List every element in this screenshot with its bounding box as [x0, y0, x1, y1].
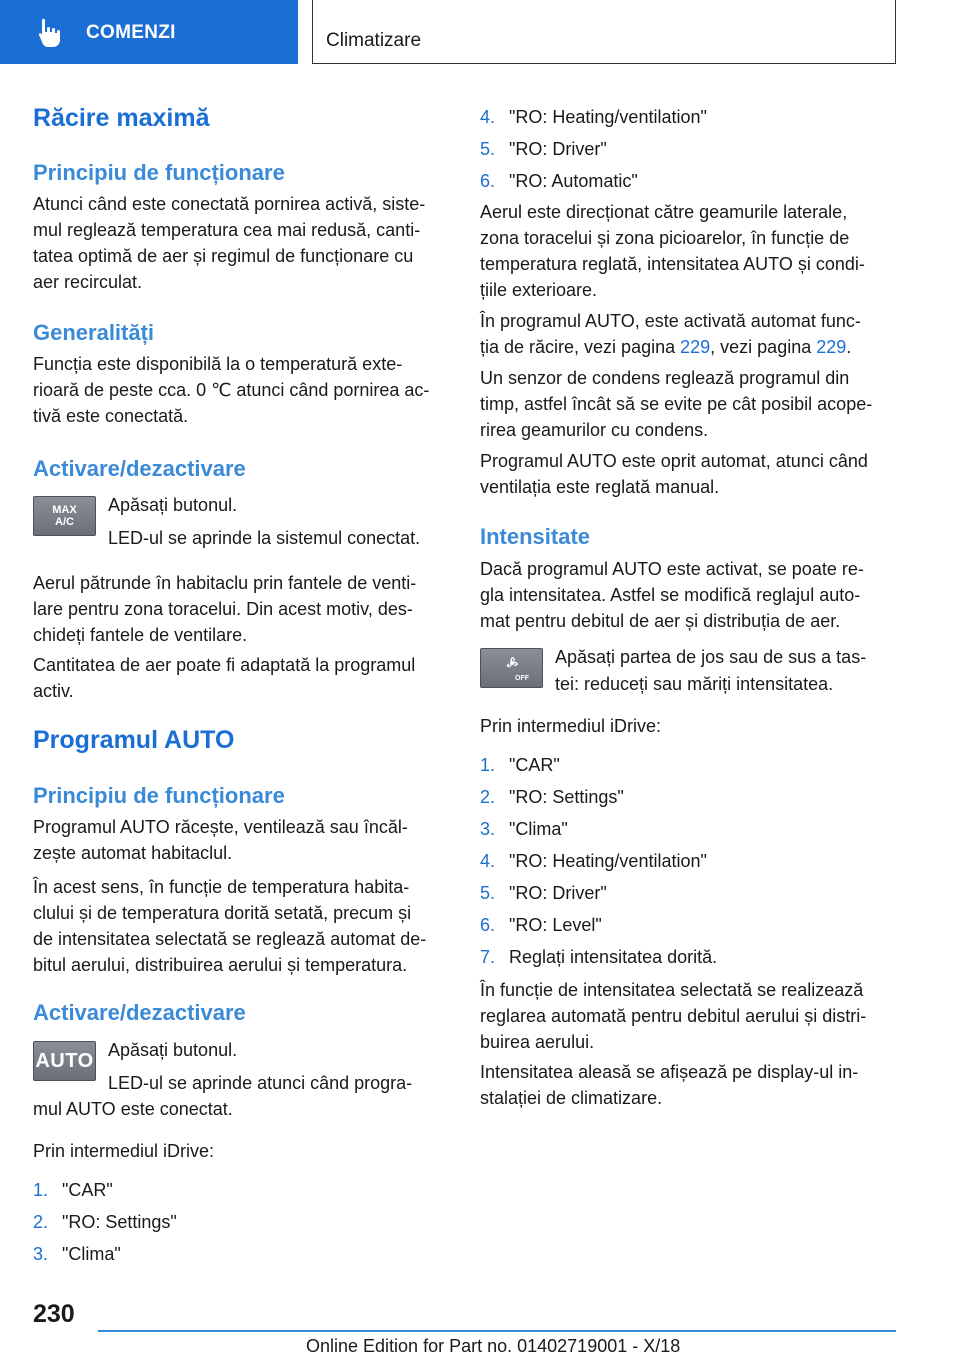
list-item	[33, 1209, 177, 1235]
text-line: Programul AUTO răcește, ventilează sau încăl‐	[33, 817, 408, 837]
paragraph-cantitatea	[33, 652, 449, 704]
footer-divider	[98, 1330, 896, 1332]
list-item	[480, 104, 707, 130]
list-number: 3.	[33, 1244, 49, 1264]
fan-icon	[492, 653, 532, 683]
list-number: 6.	[480, 915, 496, 935]
paragraph-aerul	[33, 570, 449, 648]
list-number: 4.	[480, 851, 496, 871]
paragraph-senzor	[480, 365, 896, 443]
text-line: Funcția este disponibilă la o temperatură exte‐	[33, 354, 403, 374]
page-link[interactable]: 229	[680, 337, 711, 357]
paragraph-oprit	[480, 448, 896, 500]
list-item	[480, 912, 602, 938]
text-line: activ.	[33, 681, 74, 701]
instruction-press: Apăsați butonul.	[108, 495, 238, 515]
list-item	[480, 168, 638, 194]
list-text: "Clima"	[62, 1244, 121, 1264]
text-line: Dacă programul AUTO este activat, se poate re‐	[480, 559, 864, 579]
text-line: rioară de peste cca. 0 ℃ atunci când pornirea ac‐	[33, 380, 430, 400]
list-item	[33, 1241, 121, 1267]
text-line: mat pentru debitul de aer și distribuția de aer.	[480, 611, 841, 631]
pointing-hand-icon	[38, 18, 66, 48]
list-text: "RO: Level"	[509, 915, 602, 935]
fan-intensity-button-icon	[480, 648, 543, 688]
list-number: 2.	[480, 787, 496, 807]
instruction-intensity-1: Apăsați partea de jos sau de sus a tas‐	[555, 647, 867, 667]
text-line: bitul aerului, distribuirea aerului și temperatura.	[33, 955, 408, 975]
instruction-led-auto-1: LED-ul se aprinde atunci când progra‐	[108, 1073, 413, 1093]
list-text: "RO: Heating/ventilation"	[509, 851, 707, 871]
text-line: aer recirculat.	[33, 272, 143, 292]
list-number: 2.	[33, 1212, 49, 1232]
text-line: Atunci când este conectată pornirea activă, siste‐	[33, 194, 426, 214]
paragraph-display	[480, 1059, 896, 1111]
list-number: 1.	[33, 1180, 49, 1200]
text-line: lare pentru zona toracelui. Din acest motiv, des‐	[33, 599, 413, 619]
list-text: Reglați intensitatea dorită.	[509, 947, 718, 967]
heading-activare-1: Activare/dezactivare	[33, 456, 246, 481]
list-text: "CAR"	[509, 755, 560, 775]
heading-programul-auto: Programul AUTO	[33, 726, 235, 754]
list-number: 1.	[480, 755, 496, 775]
page-title: Climatizare	[326, 30, 422, 51]
list-text: "RO: Driver"	[509, 139, 607, 159]
heading-racire-maxima: Răcire maximă	[33, 104, 210, 132]
text-line	[480, 334, 896, 360]
section-tab-label: COMENZI	[86, 22, 176, 43]
list-number: 5.	[480, 139, 496, 159]
text-fragment: .	[846, 337, 852, 357]
text-line: mul reglează temperatura cea mai redusă, canti‐	[33, 220, 421, 240]
text-line: ventilația este reglată manual.	[480, 477, 720, 497]
list-item	[480, 880, 607, 906]
list-number: 5.	[480, 883, 496, 903]
paragraph-generalitati	[33, 351, 449, 429]
text-line: zona toracelui și zona picioarelor, în funcție de	[480, 228, 850, 248]
text-line: clului și de temperatura dorită setată, precum și	[33, 903, 412, 923]
page-number: 230	[33, 1300, 75, 1328]
heading-principiu-1: Principiu de funcționare	[33, 160, 285, 185]
list-text: "Clima"	[509, 819, 568, 839]
instruction-press-auto: Apăsați butonul.	[108, 1040, 238, 1060]
list-text: "RO: Settings"	[509, 787, 624, 807]
list-text: "RO: Heating/ventilation"	[509, 107, 707, 127]
list-number: 4.	[480, 107, 496, 127]
list-item	[480, 944, 717, 970]
instruction-led: LED-ul se aprinde la sistemul conectat.	[108, 528, 421, 548]
paragraph-directionat	[480, 199, 896, 303]
text-line: zește automat habitaclul.	[33, 843, 233, 863]
paragraph-racire	[33, 191, 449, 295]
heading-activare-2: Activare/dezactivare	[33, 1000, 246, 1025]
list-item	[480, 816, 568, 842]
text-line: reglarea automată pentru debitul aerului și distri‐	[480, 1006, 867, 1026]
text-line: țiile exterioare.	[480, 280, 598, 300]
section-tab	[0, 0, 298, 64]
text-line: chideți fantele de ventilare.	[33, 625, 248, 645]
text-line: tivă este conectată.	[33, 406, 189, 426]
text-line: În funcție de intensitatea selectată se realizează	[480, 980, 864, 1000]
heading-intensitate: Intensitate	[480, 524, 591, 549]
list-number: 3.	[480, 819, 496, 839]
list-item	[480, 784, 624, 810]
text-line: gla intensitatea. Astfel se modifică reglajul auto‐	[480, 585, 861, 605]
list-item	[33, 1177, 113, 1203]
text-line: Un senzor de condens reglează programul din	[480, 368, 850, 388]
text-line: buirea aerului.	[480, 1032, 595, 1052]
list-text: "RO: Settings"	[62, 1212, 177, 1232]
max-ac-line-1: MAX	[52, 504, 77, 516]
list-item	[480, 136, 607, 162]
heading-principiu-2: Principiu de funcționare	[33, 783, 285, 808]
auto-button-icon: AUTO	[33, 1041, 96, 1081]
text-line: Aerul este direcționat către geamurile laterale,	[480, 202, 848, 222]
text-line: de intensitatea selectată se reglează automat de‐	[33, 929, 427, 949]
text-line: Programul AUTO este oprit automat, atunci când	[480, 451, 868, 471]
paragraph-auto-detail	[33, 874, 449, 978]
list-text: "RO: Driver"	[509, 883, 607, 903]
paragraph-auto-intro	[33, 814, 449, 866]
text-line: Aerul pătrunde în habitaclu prin fantele de venti‐	[33, 573, 417, 593]
off-label: OFF	[514, 675, 529, 682]
paragraph-intensitate	[480, 556, 896, 634]
text-line: timp, astfel încât să se evite pe cât posibil acope‐	[480, 394, 873, 414]
paragraph-reglare-automata	[480, 977, 896, 1055]
page-link[interactable]: 229	[816, 337, 847, 357]
list-text: "RO: Automatic"	[509, 171, 638, 191]
max-ac-button-icon	[33, 496, 96, 536]
idrive-label: Prin intermediul iDrive:	[480, 716, 662, 736]
edition-text: Online Edition for Part no. 01402719001 - X/18	[306, 1336, 681, 1356]
heading-generalitati: Generalități	[33, 320, 155, 345]
text-line: În programul AUTO, este activată automat func‐	[480, 311, 861, 331]
idrive-label: Prin intermediul iDrive:	[33, 1141, 215, 1161]
list-item	[480, 848, 707, 874]
text-fragment: ția de răcire, vezi pagina	[480, 337, 681, 357]
text-line: Cantitatea de aer poate fi adaptată la programul	[33, 655, 416, 675]
list-item	[480, 752, 560, 778]
list-number: 6.	[480, 171, 496, 191]
list-number: 7.	[480, 947, 496, 967]
text-line: Intensitatea aleasă se afișează pe display-ul in‐	[480, 1062, 859, 1082]
text-line: rirea geamurilor cu condens.	[480, 420, 709, 440]
paragraph-racire-auto	[480, 308, 896, 360]
list-text: "CAR"	[62, 1180, 113, 1200]
instruction-led-auto-2: mul AUTO este conectat.	[33, 1099, 233, 1119]
text-line: În acest sens, în funcție de temperatura habita‐	[33, 877, 410, 897]
text-line: tatea optimă de aer și regimul de funcționare cu	[33, 246, 414, 266]
text-line: temperatura reglată, intensitatea AUTO și condi‐	[480, 254, 865, 274]
text-fragment: , vezi pagina	[710, 337, 817, 357]
max-ac-line-2: A/C	[55, 516, 74, 528]
instruction-intensity-2: tei: reduceți sau măriți intensitatea.	[555, 674, 834, 694]
text-line: stalației de climatizare.	[480, 1088, 663, 1108]
